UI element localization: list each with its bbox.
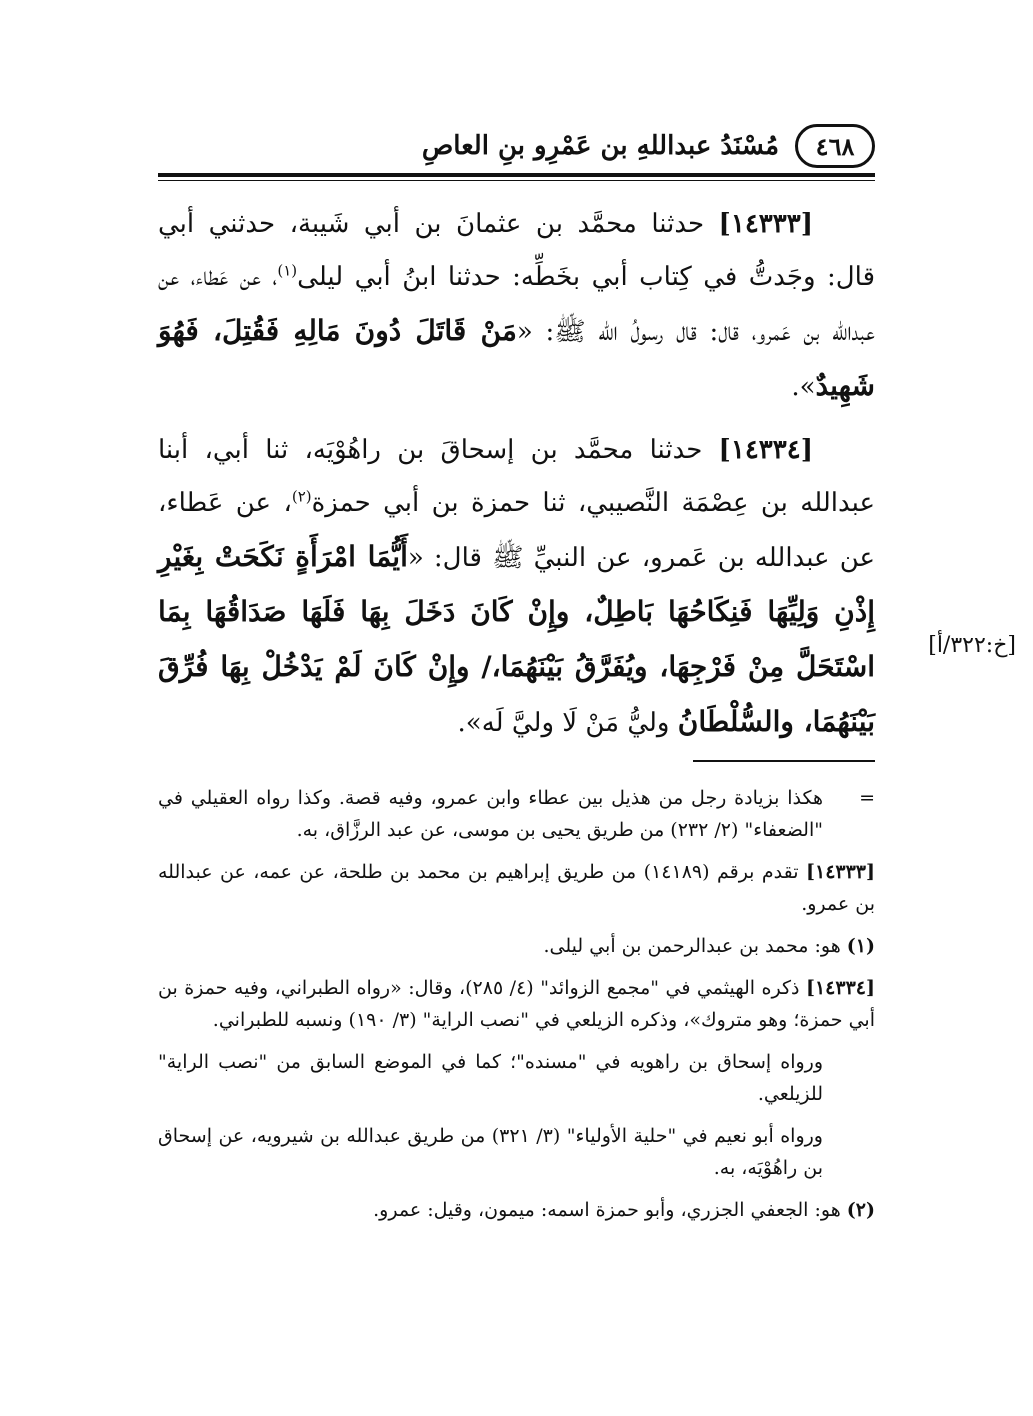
footnote-text: تقدم برقم (١٤١٨٩) من طريق إبراهيم بن محمد بن طلحة، عن عمه، عن عبدالله بن عمرو. [158,861,875,915]
closing-text: ». [791,372,816,402]
main-text [158,198,875,760]
footnote-separator [693,760,875,762]
prophetic-text: أَيُّمَا امْرَأَةٍ نَكَحَتْ بِغَيْرِ إِذْنِ وَلِيِّهَا فَنِكَاحُهَا بَاطِلٌ، وإِنْ كَانَ دَخَلَ بِهَا فَلَهَا صَدَاقُهَا بِمَا اسْتَحَلَّ مِنْ فَرْجِهَا، ويُفَرَّقُ بَيْنَهُمَا،/ وإِنْ كَانَ لَمْ يَدْخُلْ بِهَا فُرِّقَ بَيْنَهُمَا، والسُّلْطَانُ [158,540,875,738]
footnote-key: (١) [846,935,875,957]
footnote-text: هو: محمد بن عبدالرحمن بن أبي ليلى. [543,935,847,957]
hadith-14333 [158,198,875,414]
footnote-14334 [158,972,875,1036]
manuscript-side-note: [خ:٣٢٢/أ] [928,633,1016,658]
footnote-14334-c: ورواه أبو نعيم في "حلية الأولياء" (٣/ ٣٢١) من طريق عبدالله بن شيرويه، عن إسحاق بن راهُوْيَه، به. [158,1125,823,1179]
footnote-text: هكذا بزيادة رجل من هذيل بين عطاء وابن عمرو، وفيه قصة. وكذا رواه العقيلي في "الضعفاء" (٢/ ٢٣٢) من طريق يحيى بن موسى، عن عبد الرزَّاق، به. [158,787,823,841]
footnote-14333 [158,856,875,920]
footnote-key: [١٤٣٣٣] [805,861,876,883]
closing-text: وليُّ مَنْ لَا وليَّ لَه». [457,708,678,738]
page-number: ٤٦٨ [795,124,875,168]
isnad-text: حدثنا محمَّد بن عثمانَ بن أبي شَيبة، حدثني أبي قال: وجَدتُّ في كِتاب أبي بخَطِّه: حدثنا ابنُ أبي ليلى [158,209,875,292]
hadith-14334 [158,424,875,750]
hadith-number: [١٤٣٣٣] [718,209,813,239]
hadith-number: [١٤٣٣٤] [718,435,813,465]
isnad-text: ، عن عَطاء، عن عبدالله بن عَمرو، قال: قال رسولُ الله ﷺ: « [158,262,875,347]
page-header [160,122,875,170]
footnote-14334-b: ورواه إسحاق بن راهويه في "مسنده"؛ كما في الموضع السابق من "نصب الراية" للزيلعي. [158,1051,823,1105]
running-title: مُسْنَدُ عبداللهِ بن عَمْرِو بنِ العاصِ [421,131,779,161]
footnote-text: ذكره الهيثمي في "مجمع الزوائد" (٤/ ٢٨٥)، وقال: «رواه الطبراني، وفيه حمزة بن أبي حمزة؛ وهو متروك»، وذكره الزيلعي في "نصب الراية" (٣/ ١٩٠) ونسبه للطبراني. [158,977,875,1031]
isnad-text: ، عن عَطاء، عن عبدالله بن عَمرو، عن النبيِّ ﷺ قال: « [158,488,876,573]
isnad-text: حدثنا محمَّد بن إسحاقَ بن راهُوْيَه، ثنا أبي، أبنا عبدالله بن عِصْمَة النَّصيبي، ثنا حمزة بن أبي حمزة [158,435,875,518]
footnote-key: [١٤٣٣٤] [805,977,875,999]
footnote-text: هو: الجعفي الجزري، وأبو حمزة اسمه: ميمون، وقيل: عمرو. [373,1199,847,1221]
footnote-key: (٢) [846,1199,875,1221]
header-rule-thin [158,180,875,181]
continuation-marker: = [859,787,875,809]
footnote-2 [158,1194,875,1226]
prophetic-text: مَنْ قَاتَلَ دُونَ مَالِهِ فَقُتِلَ، فَهُوَ شَهِيدٌ [158,314,875,402]
footnote-ref: (٢) [291,487,312,506]
footnote-continuation [158,782,875,846]
footnotes [158,782,875,1236]
footnote-1 [158,930,875,962]
header-rule-thick [158,173,875,177]
footnote-ref: (١) [277,261,298,280]
